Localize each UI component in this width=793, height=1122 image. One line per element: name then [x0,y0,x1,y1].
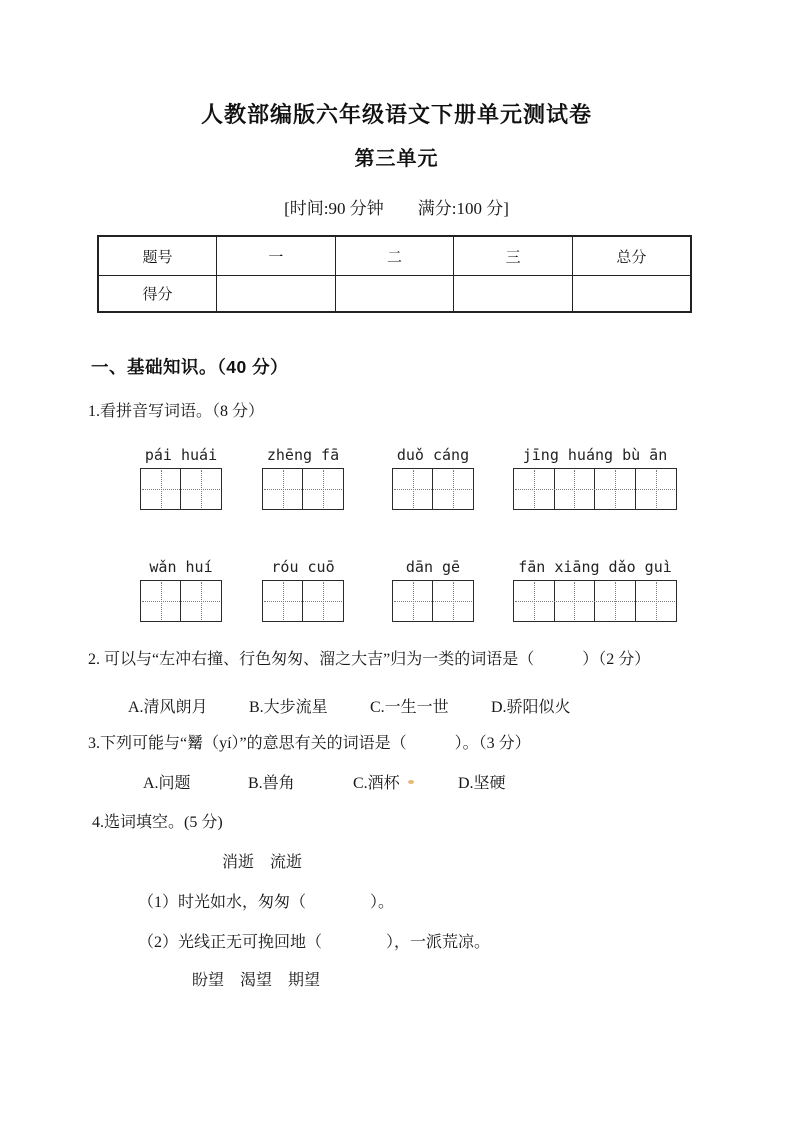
score-table-header-cell: 一 [217,236,336,276]
word-bank-1: 消逝 流逝 [222,854,303,871]
pinyin-label: jīng huáng bù ān [522,446,668,464]
stray-mark [408,780,414,784]
writing-grid [392,580,474,622]
pinyin-grid-group [513,446,677,510]
writing-cell [303,469,343,509]
score-table [97,235,692,313]
pinyin-label: fān xiāng dǎo guì [518,558,672,576]
writing-cell [393,581,433,621]
question-3-text: 3.下列可能与“觺（yí）”的意思有关的词语是（ ）。（3 分） [88,735,531,752]
option-a: A.清风朗月 [128,699,208,716]
pinyin-grid-group [262,446,344,510]
score-row-label: 得分 [98,276,217,313]
writing-cell [141,469,181,509]
pinyin-label: dān gē [405,558,461,576]
score-table-header-cell: 三 [454,236,573,276]
option-a: A.问题 [143,775,191,792]
pinyin-grid-group [392,558,474,622]
writing-grid [262,468,344,510]
writing-cell [636,469,676,509]
writing-cell [181,469,221,509]
option-d: D.坚硬 [458,775,506,792]
score-cell [335,276,454,313]
writing-cell [303,581,343,621]
question-2-text: 2. 可以与“左冲右撞、行色匆匆、溜之大吉”归为一类的词语是（ ）（2 分） [88,651,651,668]
score-table-header-cell: 题号 [98,236,217,276]
writing-cell [555,581,596,621]
pinyin-grid-group [140,558,222,622]
writing-cell [595,581,636,621]
writing-cell [555,469,596,509]
page-title: 人教部编版六年级语文下册单元测试卷 [200,102,592,127]
pinyin-grid-group [262,558,344,622]
pinyin-label: wǎn huí [149,558,213,576]
score-cell [572,276,691,313]
pinyin-grid-group [513,558,677,622]
writing-grid [140,580,222,622]
score-cell [217,276,336,313]
writing-grid [140,468,222,510]
question-2-options [128,699,571,717]
writing-cell [393,469,433,509]
score-table-header-cell: 总分 [572,236,691,276]
writing-cell [181,581,221,621]
writing-grid [513,468,677,510]
writing-cell [514,581,555,621]
writing-cell [433,581,473,621]
writing-cell [595,469,636,509]
section-1-heading: 一、基础知识。（40 分） [91,357,289,377]
option-b: B.大步流星 [249,699,328,716]
pinyin-grid-group [140,446,222,510]
writing-cell [141,581,181,621]
question-1-text: 1.看拼音写词语。（8 分） [88,403,265,420]
pinyin-label: zhēng fā [266,446,340,464]
writing-cell [433,469,473,509]
writing-grid [262,580,344,622]
option-c: C.酒杯 [353,775,400,792]
writing-cell [636,581,676,621]
pinyin-label: pái huái [144,446,218,464]
writing-grid [392,468,474,510]
score-table-score-row [98,276,691,313]
score-table-header-row [98,236,691,276]
pinyin-label: róu cuō [271,558,335,576]
score-table-header-cell: 二 [335,236,454,276]
time-score-meta: [时间:90 分钟 满分:100 分] [284,199,509,218]
writing-cell [514,469,555,509]
writing-cell [263,469,303,509]
option-b: B.兽角 [248,775,295,792]
pinyin-label: duǒ cáng [396,446,470,464]
option-d: D.骄阳似火 [491,699,571,716]
word-bank-2: 盼望 渴望 期望 [192,972,321,989]
question-3-options [143,775,506,793]
unit-subtitle: 第三单元 [354,148,439,170]
score-cell [454,276,573,313]
pinyin-grid-group [392,446,474,510]
writing-grid [513,580,677,622]
question-4-item-1: （1）时光如水，匆匆（ ）。 [138,894,395,911]
writing-cell [263,581,303,621]
question-4-item-2: （2）光线正无可挽回地（ ），一派荒凉。 [138,934,491,951]
option-c: C.一生一世 [370,699,449,716]
question-4-text: 4.选词填空。(5 分) [92,814,223,831]
